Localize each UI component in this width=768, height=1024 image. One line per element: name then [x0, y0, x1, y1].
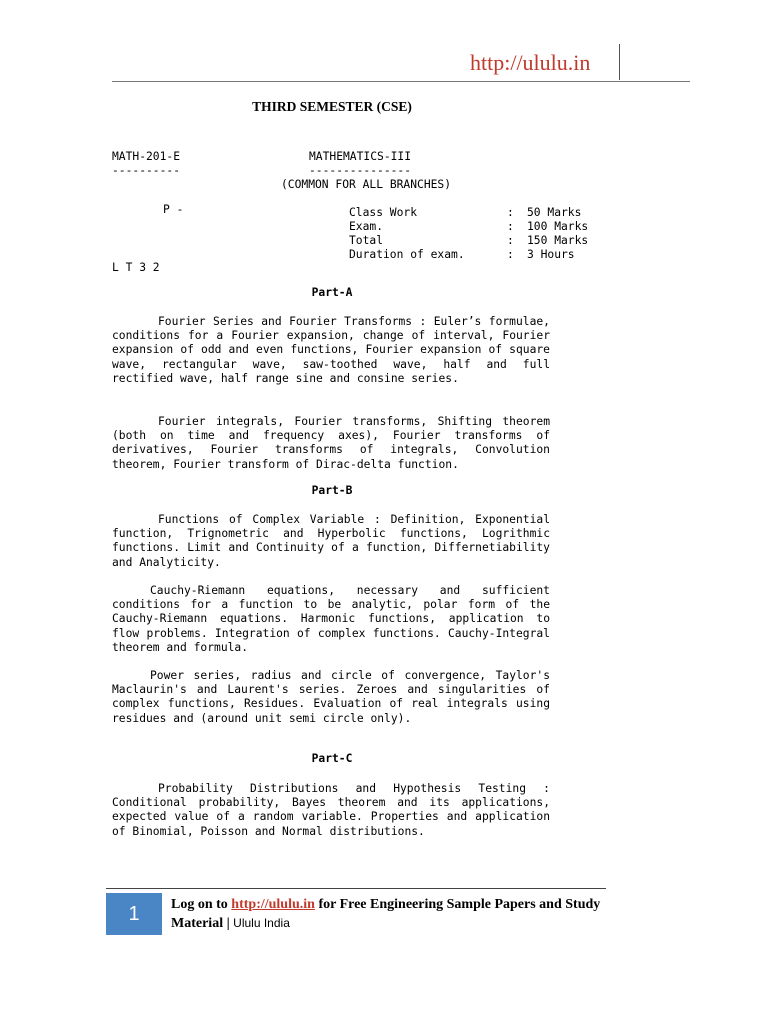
marks-separator: : [507, 234, 514, 247]
marks-value: 100 Marks [527, 220, 589, 233]
footer-link[interactable]: http://ululu.in [231, 897, 315, 912]
page-number: 1 [106, 893, 162, 935]
header-divider [112, 81, 690, 82]
part-c-heading: Part-C [311, 752, 353, 765]
part-a-paragraph-1: Fourier Series and Fourier Transforms : Euler’s formulae, conditions for a Fourier expansion, change of interval, Fourier expansion of odd and even functions, Fourier expansion of square wave, rectangular wave, saw-toothed wave, half and full rectified wave, half range sine and consine series. [112, 315, 550, 385]
part-b-paragraph-2: Cauchy-Riemann equations, necessary and sufficient conditions for a function to be analytic, polar form of the Cauchy-Riemann equations. Harmonic functions, application to flow problems. Integration of complex functions. Cauchy-Integral theorem and formula. [112, 584, 550, 654]
marks-label: Exam. [349, 220, 384, 233]
course-code-underline: ---------- [112, 164, 181, 177]
marks-separator: : [507, 220, 514, 233]
part-a-heading: Part-A [311, 286, 353, 299]
part-c-paragraph-1: Probability Distributions and Hypothesis Testing : Conditional probability, Bayes theorem and its applications, expected value of a random variable. Properties and application of Binomial, Poisson and Normal distributions. [112, 782, 550, 838]
marks-separator: : [507, 206, 514, 219]
common-note: (COMMON FOR ALL BRANCHES) [281, 178, 452, 191]
footer-brand: Ululu India [233, 916, 290, 930]
footer-text [171, 895, 601, 933]
footer-prefix: Log on to [171, 897, 232, 912]
marks-separator: : [507, 248, 514, 261]
course-code: MATH-201-E [112, 150, 181, 163]
part-a-paragraph-2: Fourier integrals, Fourier transforms, Shifting theorem (both on time and frequency axes), Fourier transforms of derivatives, Fourier transforms of integrals, Convolution theorem, Fourier transform of Dirac-delta function. [112, 415, 550, 471]
marks-value: 50 Marks [527, 206, 582, 219]
marks-value: 3 Hours [527, 248, 575, 261]
marks-label: Class Work [349, 206, 418, 219]
part-b-heading: Part-B [311, 484, 353, 497]
ltp-label: L T 3 2 [112, 261, 160, 274]
header-link[interactable]: http://ululu.in [470, 50, 591, 75]
header-divider-vertical [619, 44, 620, 80]
course-name-underline: --------------- [309, 164, 412, 177]
part-b-paragraph-3: Power series, radius and circle of convergence, Taylor's Maclaurin's and Laurent's series. Zeroes and singularities of complex functions, Residues. Evaluation of real integrals using residues and (around unit semi circle only). [112, 669, 550, 725]
footer-suffix: for Free Engineering Sample Papers and Study Material | [171, 897, 601, 931]
p-label: P - [163, 203, 184, 216]
part-b-paragraph-1: Functions of Complex Variable : Definition, Exponential function, Trignometric and Hyperbolic functions, Logrithmic functions. Limit and Continuity of a function, Differnetiability and Analyticity. [112, 513, 550, 569]
page-title: THIRD SEMESTER (CSE) [252, 99, 412, 114]
course-name: MATHEMATICS-III [309, 150, 412, 163]
footer-divider [106, 888, 606, 889]
marks-label: Total [349, 234, 384, 247]
marks-value: 150 Marks [527, 234, 589, 247]
marks-label: Duration of exam. [349, 248, 465, 261]
